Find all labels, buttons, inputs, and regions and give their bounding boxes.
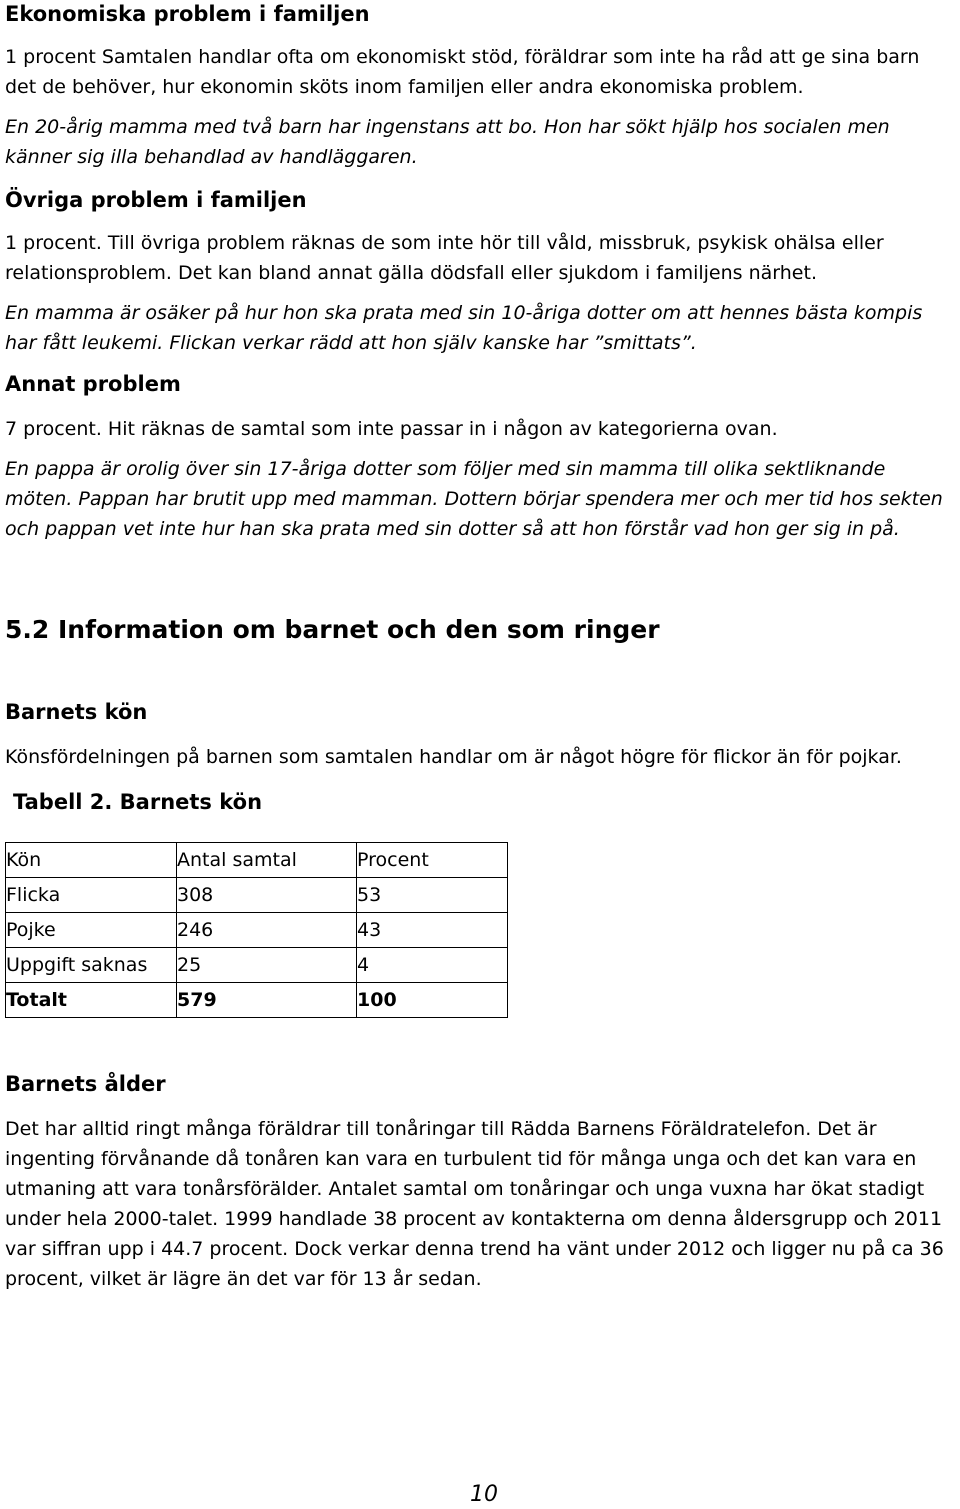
table-cell: Pojke bbox=[6, 913, 177, 948]
paragraph-gender: Könsfördelningen på barnen som samtalen handlar om är något högre för flickor än för pojkar. bbox=[5, 746, 902, 768]
table-title: Tabell 2. Barnets kön bbox=[13, 790, 263, 814]
table-total-cell: 100 bbox=[357, 983, 508, 1018]
table-total-cell: 579 bbox=[177, 983, 357, 1018]
example-economic: En 20-årig mamma med två barn har ingenstans att bo. Hon har sökt hjälp hos socialen men känner sig illa behandlad av handläggaren. bbox=[5, 116, 890, 168]
table-cell: 4 bbox=[357, 948, 508, 983]
table-cell: Uppgift saknas bbox=[6, 948, 177, 983]
heading-gender: Barnets kön bbox=[5, 700, 148, 724]
document-page bbox=[5, 0, 955, 1294]
paragraph-age: Det har alltid ringt många föräldrar till tonåringar till Rädda Barnens Föräldratelefon. Det är ingenting förvånande då tonåren kan vara en turbulent tid för många unga och det kan vara en utmaning att vara tonårsförälder. Antalet samtal om tonåringar och unga vuxna har ökat stadigt under hela 2000-talet. 1999 handlade 38 procent av kontakterna om denna åldersgrupp och 2011 var siffran upp i 44.7 procent. Dock verkar denna trend ha vänt under 2012 och ligger nu på ca 36 procent, vilket är lägre än det var för 13 år sedan. bbox=[5, 1118, 944, 1290]
heading-age: Barnets ålder bbox=[5, 1072, 166, 1096]
table-cell: Flicka bbox=[6, 878, 177, 913]
table-cell: 246 bbox=[177, 913, 357, 948]
heading-other-family: Övriga problem i familjen bbox=[5, 188, 307, 212]
table-header-cell: Procent bbox=[357, 843, 508, 878]
page-number: 10 bbox=[470, 1482, 498, 1507]
heading-section-5-2: 5.2 Information om barnet och den som ringer bbox=[5, 615, 660, 644]
table-total-cell: Totalt bbox=[6, 983, 177, 1018]
table-row bbox=[6, 913, 508, 948]
table-row bbox=[6, 878, 508, 913]
paragraph-economic: 1 procent Samtalen handlar ofta om ekonomiskt stöd, föräldrar som inte ha råd att ge sina barn det de behöver, hur ekonomin sköts inom familjen eller andra ekonomiska problem. bbox=[5, 46, 920, 98]
paragraph-other-family: 1 procent. Till övriga problem räknas de som inte hör till våld, missbruk, psykisk ohälsa eller relationsproblem. Det kan bland annat gälla dödsfall eller sjukdom i familjens närhet. bbox=[5, 232, 884, 284]
heading-other: Annat problem bbox=[5, 372, 181, 396]
table-total-row bbox=[6, 983, 508, 1018]
table-cell: 25 bbox=[177, 948, 357, 983]
paragraph-other: 7 procent. Hit räknas de samtal som inte passar in i någon av kategorierna ovan. bbox=[5, 418, 778, 440]
example-other: En pappa är orolig över sin 17-åriga dotter som följer med sin mamma till olika sektliknande möten. Pappan har brutit upp med mamman. Dottern börjar spendera mer och mer tid hos sekten och pappan vet inte hur han ska prata med sin dotter så att hon förstår vad hon ger sig in på. bbox=[5, 458, 943, 540]
table-row bbox=[6, 948, 508, 983]
table-header-row bbox=[6, 843, 508, 878]
table-header-cell: Kön bbox=[6, 843, 177, 878]
table-cell: 53 bbox=[357, 878, 508, 913]
heading-economic: Ekonomiska problem i familjen bbox=[5, 2, 370, 26]
table-header-cell: Antal samtal bbox=[177, 843, 357, 878]
example-other-family: En mamma är osäker på hur hon ska prata med sin 10-åriga dotter om att hennes bästa kompis har fått leukemi. Flickan verkar rädd att hon själv kanske har ”smittats”. bbox=[5, 302, 923, 354]
table-cell: 43 bbox=[357, 913, 508, 948]
gender-table bbox=[5, 842, 508, 1018]
table-cell: 308 bbox=[177, 878, 357, 913]
